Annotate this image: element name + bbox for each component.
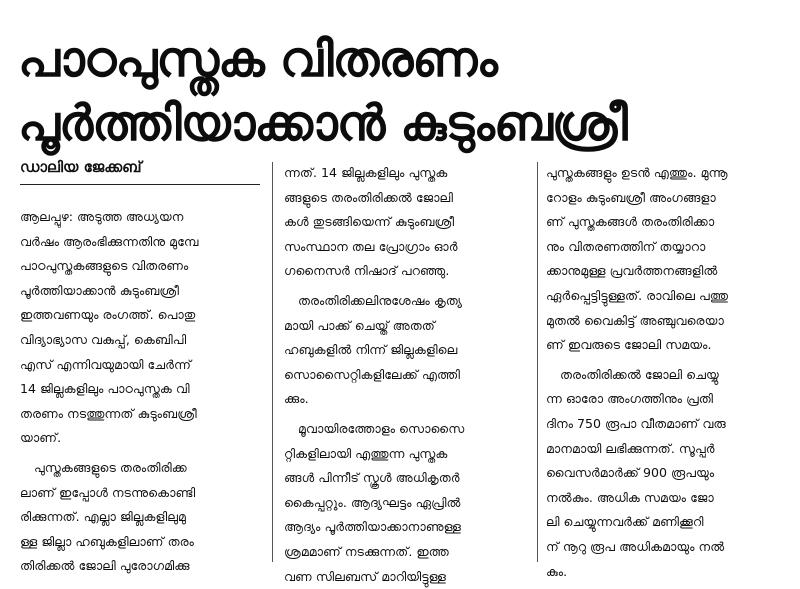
- article-column-3: [546, 161, 796, 584]
- article-paragraph: [20, 205, 260, 451]
- text-line: മൂവായിരത്തോളം സൊസൈ: [284, 417, 529, 442]
- text-line: എസ് എന്നിവയുമായി ചേർന്ന്: [20, 353, 260, 378]
- article-paragraph: [20, 456, 260, 579]
- text-line: തിരിക്കൽ ജോലി പുരോഗമിക്കു: [20, 554, 260, 579]
- text-line: ന് നൂറു രൂപ അധികമായും നൽ: [546, 535, 796, 560]
- article-paragraph: [546, 161, 796, 358]
- text-line: ദിനം 750 രൂപാ വീതമാണ് വരു: [546, 412, 796, 437]
- text-line: കൾ തുടങ്ങിയെന്ന് കുടുംബശ്രീ: [284, 210, 529, 235]
- column-divider: [537, 162, 538, 562]
- text-line: ങ്ങൾ പിന്നീട് സ്കൂൾ അധികൃതർ: [284, 466, 529, 491]
- text-line: മാനമായി ലഭിക്കുന്നത്. സൂപ്പർ: [546, 437, 796, 462]
- column-divider: [272, 162, 273, 562]
- text-line: ള്ള ജില്ലാ ഹബുകളിലാണ് തരം: [20, 530, 260, 555]
- text-line: തരണം നടത്തുന്നത് കുടുംബശ്രീ: [20, 402, 260, 427]
- text-line: ണ് ഇവരുടെ ജോലി സമയം.: [546, 333, 796, 358]
- headline-line-2: പൂർത്തിയാക്കാൻ കുടുംബശ്രീ: [18, 92, 788, 156]
- text-line: തരംതിരിക്കലിനുശേഷം കൃത്യ: [284, 289, 529, 314]
- text-line: യാണ്.: [20, 426, 260, 451]
- text-line: ക്കാനുമുള്ള പ്രവർത്തനങ്ങളിൽ: [546, 259, 796, 284]
- text-line: ലി ചെയ്യുന്നവർക്ക് മണിക്കൂറി: [546, 510, 796, 535]
- text-line: പൂർത്തിയാക്കാൻ കുടുംബശ്രീ: [20, 279, 260, 304]
- article-column-1: [20, 205, 260, 579]
- text-line: വിദ്യാഭ്യാസ വകുപ്പ്, കെബിപി: [20, 328, 260, 353]
- text-line: 14 ജില്ലകളിലും പാഠപുസ്തക വി: [20, 377, 260, 402]
- text-line: മായി പാക്ക് ചെയ്ത് അതത്: [284, 314, 529, 339]
- text-line: ഹബുകളിൽ നിന്ന് ജില്ലകളിലെ: [284, 338, 529, 363]
- text-line: വണ സിലബസ് മാറിയിട്ടുള്ള: [284, 565, 529, 589]
- article-paragraph: [284, 417, 529, 589]
- text-line: കൈപ്പറ്റും. ആദ്യഘട്ടം ഏപ്രിൽ: [284, 491, 529, 516]
- text-line: ണ് പുസ്തകങ്ങൾ തരംതിരിക്കാ: [546, 210, 796, 235]
- text-line: സൊസൈറ്റികളിലേക്ക് എത്തി: [284, 363, 529, 388]
- text-line: ന്നത്. 14 ജില്ലകളിലും പുസ്തക: [284, 161, 529, 186]
- text-line: ശ്രമമാണ് നടക്കുന്നത്. ഇത്ത: [284, 540, 529, 565]
- text-line: പുസ്തകങ്ങളും ഉടൻ എത്തും. മുന്നൂ: [546, 161, 796, 186]
- text-line: പാഠപുസ്തകങ്ങളുടെ വിതരണം: [20, 254, 260, 279]
- headline-line-1: പാഠപുസ്തക വിതരണം: [18, 28, 788, 92]
- text-line: ങ്ങളുടെ തരംതിരിക്കൽ ജോലി: [284, 186, 529, 211]
- text-line: ആലപ്പുഴ: അടുത്ത അധ്യയന: [20, 205, 260, 230]
- article-paragraph: [284, 289, 529, 412]
- text-line: നൽകും. അധിക സമയം ജോ: [546, 486, 796, 511]
- article-paragraph: [284, 161, 529, 284]
- byline: ഡാലിയ ജേക്കബ്: [20, 156, 260, 185]
- text-line: ഏർപ്പെട്ടിട്ടുള്ളത്. രാവിലെ പത്തു: [546, 284, 796, 309]
- text-line: രിക്കുന്നത്. എല്ലാ ജില്ലകളിലുമു: [20, 505, 260, 530]
- text-line: മുതൽ വൈകിട്ട് അഞ്ചുവരെയാ: [546, 309, 796, 334]
- text-line: പുസ്തകങ്ങളുടെ തരംതിരിക്ക: [20, 456, 260, 481]
- text-line: തരംതിരിക്കൽ ജോലി ചെയ്യു: [546, 363, 796, 388]
- text-line: നും വിതരണത്തിന് തയ്യാറാ: [546, 235, 796, 260]
- clipped-top-strip: [0, 0, 800, 14]
- text-line: റോളം കുടുംബശ്രീ അംഗങ്ങളാ: [546, 186, 796, 211]
- text-line: ലാണ് ഇപ്പോൾ നടന്നുകൊണ്ടി: [20, 481, 260, 506]
- text-line: വർഷം ആരംഭിക്കുന്നതിനു മുമ്പേ: [20, 230, 260, 255]
- article-column-2: [284, 161, 529, 589]
- article-paragraph: [546, 363, 796, 584]
- text-line: സംസ്ഥാന തല പ്രോഗ്രാം ഓർ: [284, 235, 529, 260]
- text-line: വൈസർമാർക്ക് 900 രൂപയും: [546, 461, 796, 486]
- headline: [18, 28, 788, 156]
- text-line: ഗനൈസർ നിഷാദ് പറഞ്ഞു.: [284, 259, 529, 284]
- text-line: കും.: [546, 560, 796, 585]
- text-line: ആദ്യം പൂർത്തിയാക്കാനാണുള്ള: [284, 515, 529, 540]
- text-line: ന്ന ഓരോ അംഗത്തിനും പ്രതി: [546, 387, 796, 412]
- text-line: ഇത്തവണയും രംഗത്ത്. പൊതു: [20, 303, 260, 328]
- text-line: റ്റികളിലായി എത്തുന്ന പുസ്തക: [284, 442, 529, 467]
- text-line: ക്കും.: [284, 387, 529, 412]
